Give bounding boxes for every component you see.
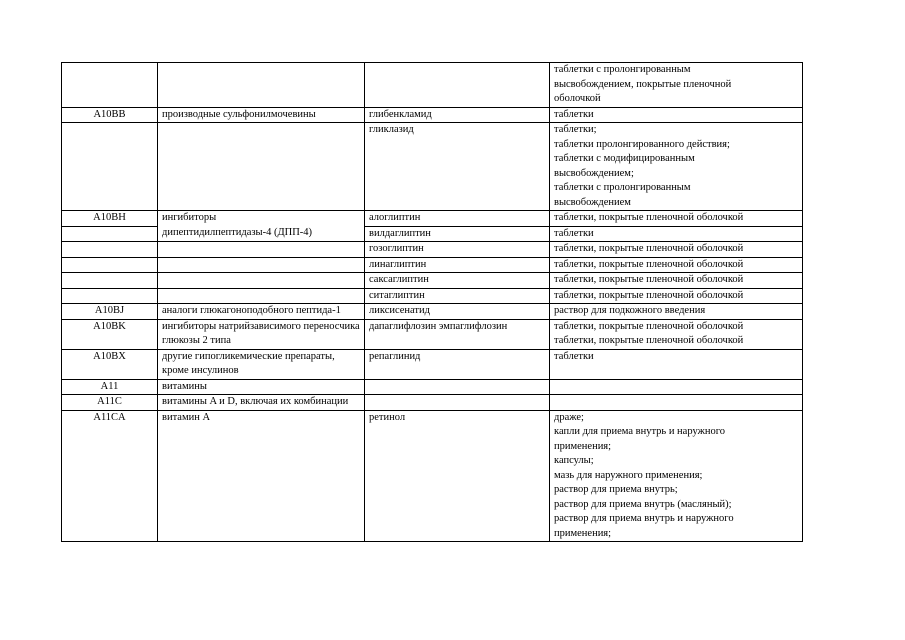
dosage-form-line: раствор для приема внутрь и наружного (554, 513, 734, 524)
drug-cell: вилдаглиптин (365, 226, 550, 242)
atc-code-cell: A10BH (62, 211, 158, 227)
table-row (62, 226, 803, 242)
group-cell: ингибиторы натрийзависимого переносчика глюкозы 2 типа (158, 319, 365, 349)
group-cell: витамин A (158, 410, 365, 542)
table-row (62, 107, 803, 123)
atc-code-cell (62, 123, 158, 211)
dosage-form-line: таблетки с пролонгированным (554, 182, 691, 193)
form-cell (550, 395, 803, 411)
dosage-form-line: капли для приема внутрь и наружного (554, 426, 725, 437)
drug-cell (365, 379, 550, 395)
form-cell: таблетки, покрытые пленочной оболочкой (550, 211, 803, 227)
atc-code-cell (62, 226, 158, 242)
drug-cell: репаглинид (365, 349, 550, 379)
form-cell: таблетки (550, 107, 803, 123)
drug-cell: ликсисенатид (365, 304, 550, 320)
group-cell: аналоги глюкагоноподобного пептида-1 (158, 304, 365, 320)
atc-code-cell: A10BX (62, 349, 158, 379)
atc-code-cell (62, 288, 158, 304)
drug-cell (365, 63, 550, 108)
drug-table (61, 62, 803, 542)
dosage-form-line: высвобождением (554, 196, 631, 208)
group-cell: другие гипогликемические препараты, кроме инсулинов (158, 349, 365, 379)
form-cell: таблетки, покрытые пленочной оболочкой (550, 288, 803, 304)
dosage-form-line: драже; (554, 411, 584, 423)
group-cell (158, 288, 365, 304)
dosage-form-line: раствор для приема внутрь; (554, 484, 678, 495)
atc-code-cell: A11C (62, 395, 158, 411)
drug-cell: ретинол (365, 410, 550, 542)
drug-cell: алоглиптин (365, 211, 550, 227)
form-cell: таблетки (550, 349, 803, 379)
atc-code-cell: A10BK (62, 319, 158, 349)
table-row (62, 379, 803, 395)
dosage-form-line: оболочкой (554, 93, 601, 104)
table-row (62, 410, 803, 542)
table-row (62, 288, 803, 304)
group-cell: ингибиторы (158, 211, 365, 227)
table-row (62, 211, 803, 227)
drug-cell: линаглиптин (365, 257, 550, 273)
group-cell (158, 257, 365, 273)
group-cell (158, 123, 365, 211)
atc-code-cell: A10BJ (62, 304, 158, 320)
form-cell (550, 319, 803, 349)
atc-code-cell: A11CA (62, 410, 158, 542)
form-cell: таблетки, покрытые пленочной оболочкой (550, 242, 803, 258)
group-cell: производные сульфонилмочевины (158, 107, 365, 123)
dosage-form-line: раствор для приема внутрь (масляный); (554, 498, 732, 510)
atc-code-cell: A10BB (62, 107, 158, 123)
table-row (62, 319, 803, 349)
dosage-form-line: таблетки, покрытые пленочной оболочкой (554, 335, 744, 346)
dosage-form-line: высвобождением; (554, 167, 634, 179)
group-cell: витамины (158, 379, 365, 395)
drug-cell: саксаглиптин (365, 273, 550, 289)
dosage-form-line: таблетки, покрытые пленочной оболочкой (554, 320, 744, 332)
atc-code-cell: A11 (62, 379, 158, 395)
group-cell: дипептидилпептидазы-4 (ДПП-4) (158, 226, 365, 242)
atc-code-cell (62, 257, 158, 273)
drug-cell: гозоглиптин (365, 242, 550, 258)
form-cell (550, 123, 803, 211)
drug-cell (365, 395, 550, 411)
dosage-form-line: таблетки; (554, 124, 597, 135)
form-cell: раствор для подкожного введения (550, 304, 803, 320)
drug-cell: дапаглифлозин эмпаглифлозин (365, 319, 550, 349)
atc-code-cell (62, 242, 158, 258)
dosage-form-line: применения; (554, 440, 612, 452)
group-cell (158, 273, 365, 289)
drug-cell: глибенкламид (365, 107, 550, 123)
table-row (62, 304, 803, 320)
form-cell: таблетки (550, 226, 803, 242)
form-cell: таблетки, покрытые пленочной оболочкой (550, 257, 803, 273)
table-row (62, 242, 803, 258)
table-row (62, 257, 803, 273)
dosage-form-line: применения; (554, 527, 612, 539)
table-row (62, 273, 803, 289)
drug-cell: гликлазид (365, 123, 550, 211)
group-cell (158, 242, 365, 258)
drug-cell: ситаглиптин (365, 288, 550, 304)
form-cell: таблетки, покрытые пленочной оболочкой (550, 273, 803, 289)
form-cell (550, 63, 803, 108)
table-row (62, 349, 803, 379)
dosage-form-line: таблетки пролонгированного действия; (554, 138, 730, 150)
atc-code-cell (62, 63, 158, 108)
group-cell (158, 63, 365, 108)
dosage-form-line: мазь для наружного применения; (554, 469, 703, 481)
dosage-form-line: таблетки с пролонгированным (554, 64, 691, 75)
form-cell (550, 379, 803, 395)
table-row (62, 63, 803, 108)
table-row (62, 395, 803, 411)
atc-code-cell (62, 273, 158, 289)
group-cell: витамины A и D, включая их комбинации (158, 395, 365, 411)
dosage-form-line: высвобождением, покрытые пленочной (554, 78, 732, 90)
dosage-form-line: капсулы; (554, 455, 594, 466)
form-cell (550, 410, 803, 542)
table-row (62, 123, 803, 211)
dosage-form-line: таблетки с модифицированным (554, 153, 695, 164)
